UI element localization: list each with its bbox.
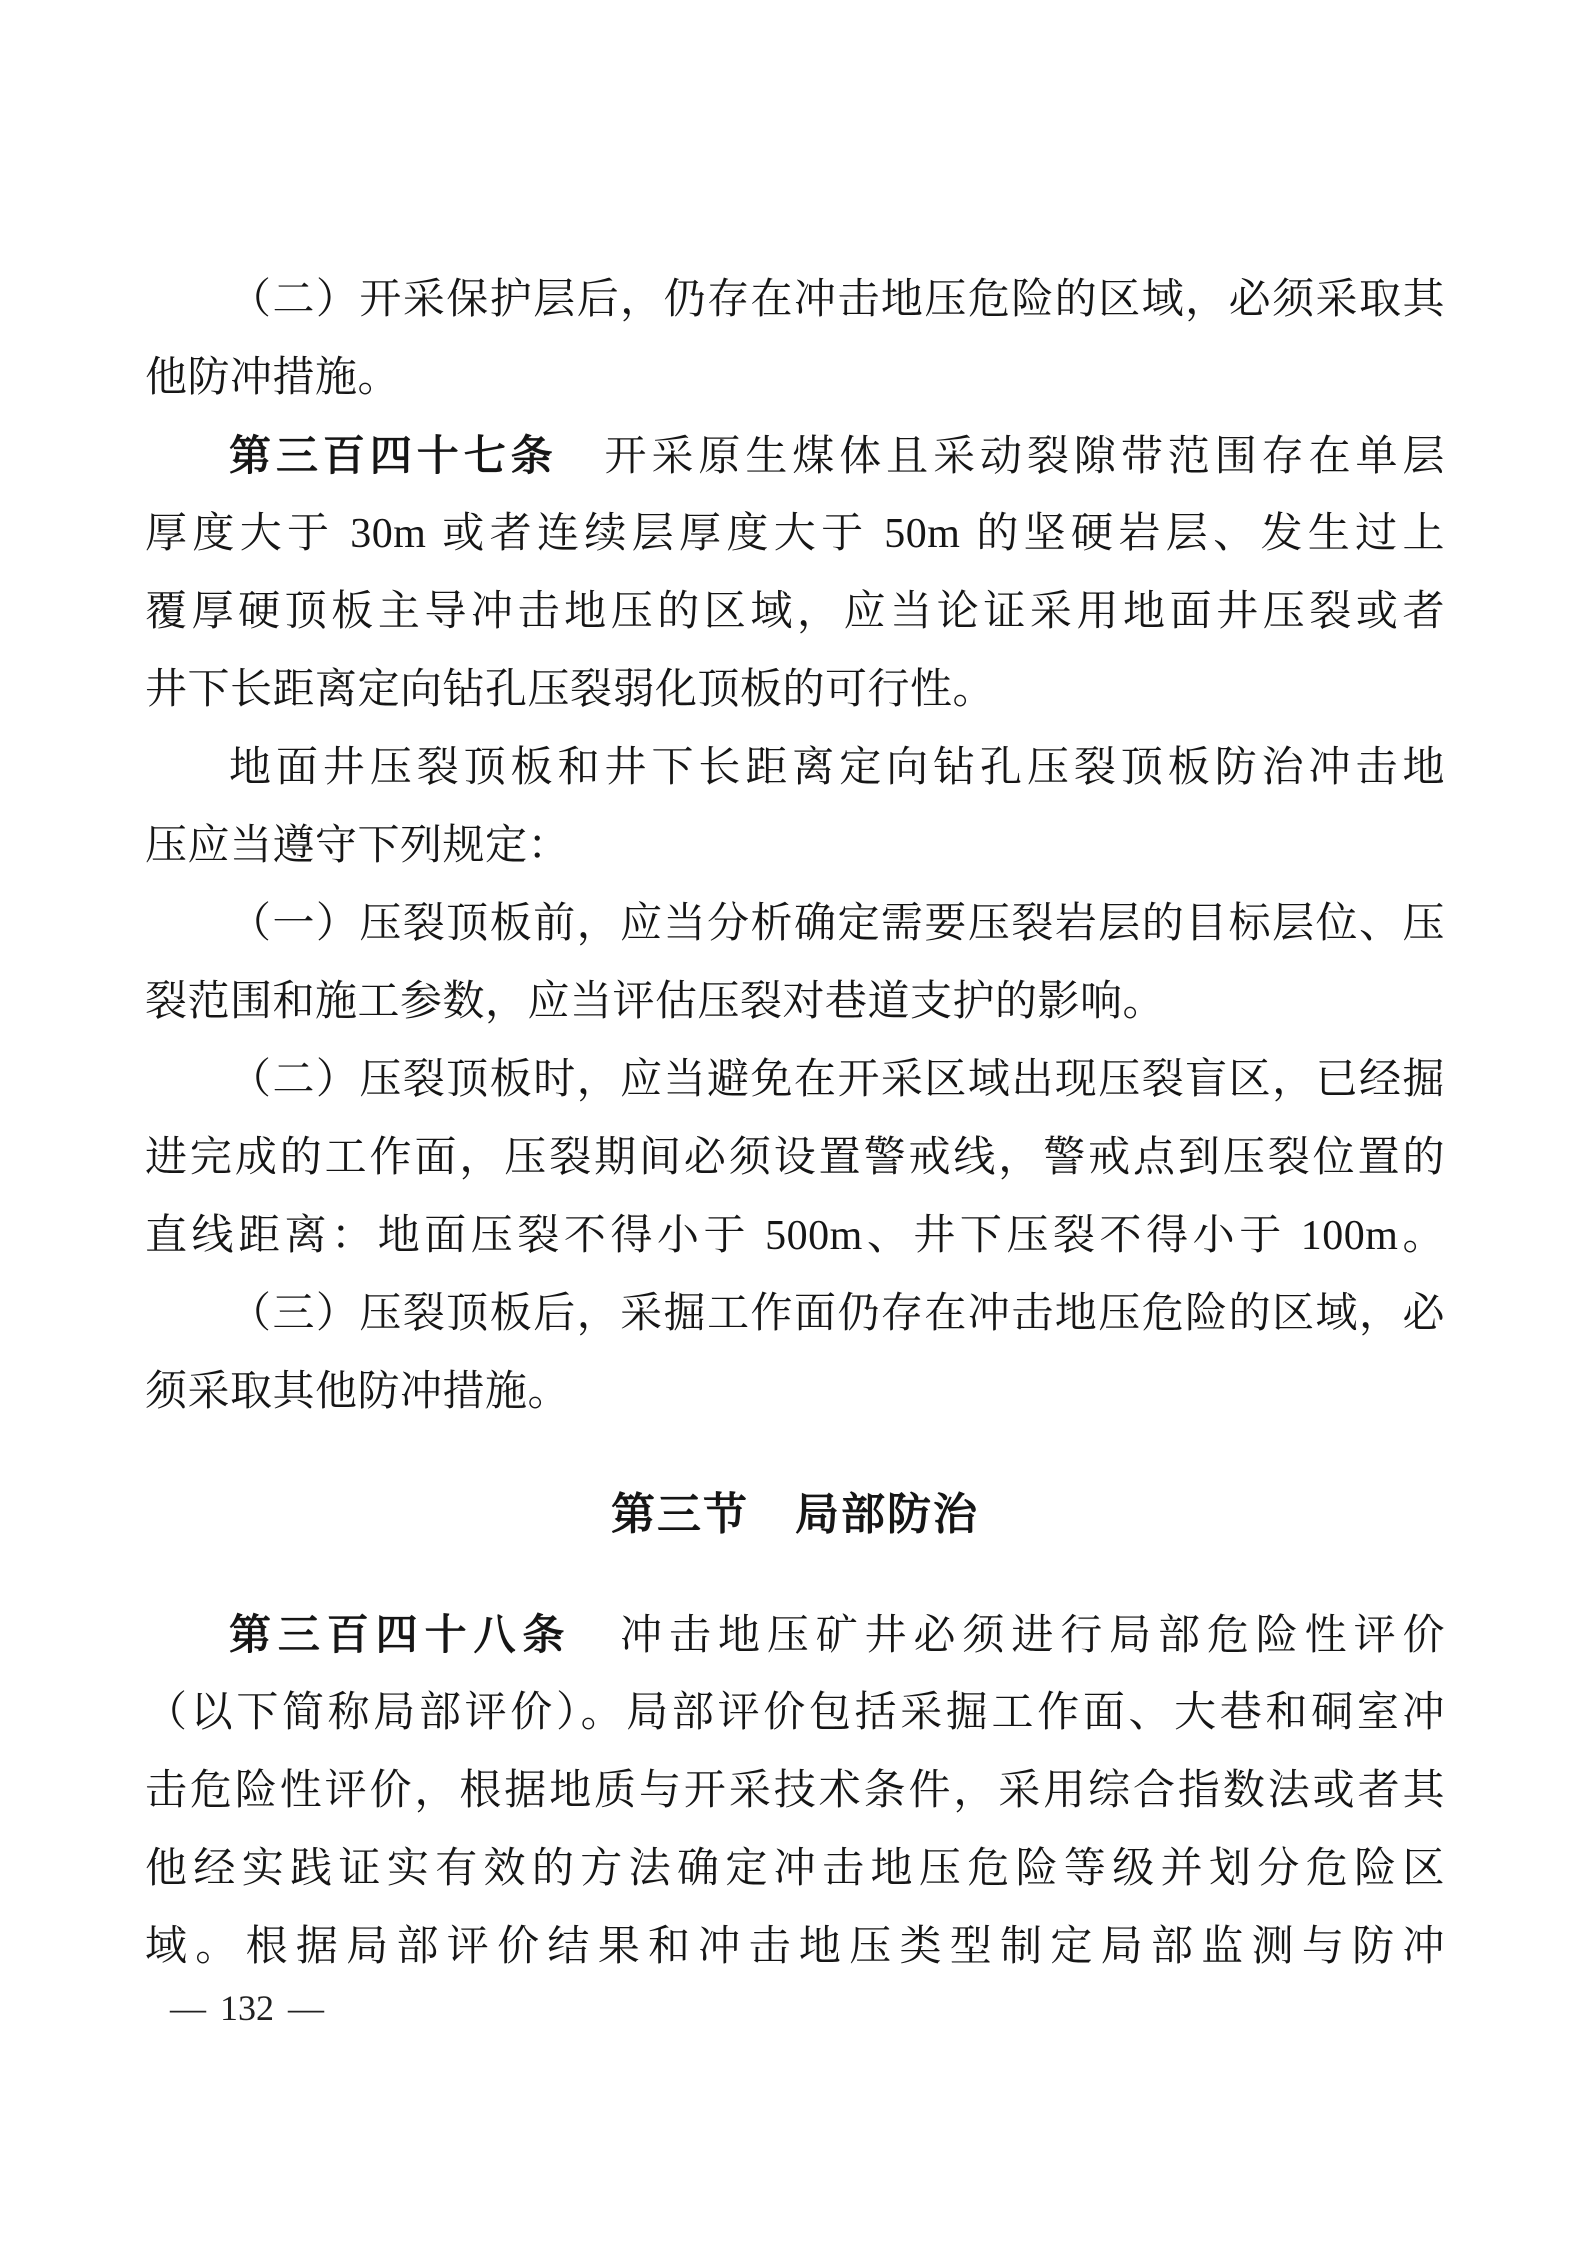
footer-dash-left: —	[170, 1988, 206, 2028]
text-line	[145, 417, 1445, 495]
text-line: （三）压裂顶板后，采掘工作面仍存在冲击地压危险的区域，必	[229, 1291, 1445, 1337]
text-line: 进完成的工作面，压裂期间必须设置警戒线，警戒点到压裂位置的	[145, 1135, 1445, 1181]
text-line	[145, 1596, 1445, 1674]
page-number: 132	[220, 1988, 274, 2028]
text-line: 地面井压裂顶板和井下长距离定向钻孔压裂顶板防治冲击地	[229, 745, 1445, 791]
text-line: （二）压裂顶板时，应当避免在开采区域出现压裂盲区，已经掘	[229, 1057, 1445, 1103]
section-heading: 第三节 局部防治	[611, 1490, 979, 1539]
text-line: 井下长距离定向钻孔压裂弱化顶板的可行性。	[145, 667, 996, 713]
text-line: （以下简称局部评价）。局部评价包括采掘工作面、大巷和硐室冲	[145, 1690, 1445, 1736]
text-line: 须采取其他防冲措施。	[145, 1369, 571, 1415]
article-number: 第三百四十八条	[229, 1611, 572, 1658]
footer-dash-right: —	[288, 1988, 324, 2028]
page-footer	[170, 1978, 324, 2038]
text-line: （一）压裂顶板前，应当分析确定需要压裂岩层的目标层位、压	[229, 901, 1445, 947]
text-line: 厚度大于 30m 或者连续层厚度大于 50m 的坚硬岩层、发生过上	[145, 511, 1445, 557]
article-number: 第三百四十七条	[229, 432, 558, 479]
line-text: 冲击地压矿井必须进行局部危险性评价	[571, 1613, 1445, 1659]
text-line: 他经实践证实有效的方法确定冲击地压危险等级并划分危险区	[145, 1846, 1445, 1892]
text-line: 裂范围和施工参数，应当评估压裂对巷道支护的影响。	[145, 979, 1166, 1025]
line-text: 开采原生煤体且采动裂隙带范围存在单层	[557, 434, 1445, 480]
text-line: （二）开采保护层后，仍存在冲击地压危险的区域，必须采取其	[229, 277, 1445, 323]
text-line: 覆厚硬顶板主导冲击地压的区域，应当论证采用地面井压裂或者	[145, 589, 1445, 635]
text-line: 压应当遵守下列规定：	[145, 823, 571, 869]
text-line: 直线距离：地面压裂不得小于 500m、井下压裂不得小于 100m。	[145, 1213, 1445, 1259]
document-body	[145, 261, 1445, 1986]
text-line: 域。根据局部评价结果和冲击地压类型制定局部监测与防冲	[145, 1924, 1445, 1970]
text-line: 他防冲措施。	[145, 355, 401, 401]
text-line: 击危险性评价，根据地质与开采技术条件，采用综合指数法或者其	[145, 1768, 1445, 1814]
